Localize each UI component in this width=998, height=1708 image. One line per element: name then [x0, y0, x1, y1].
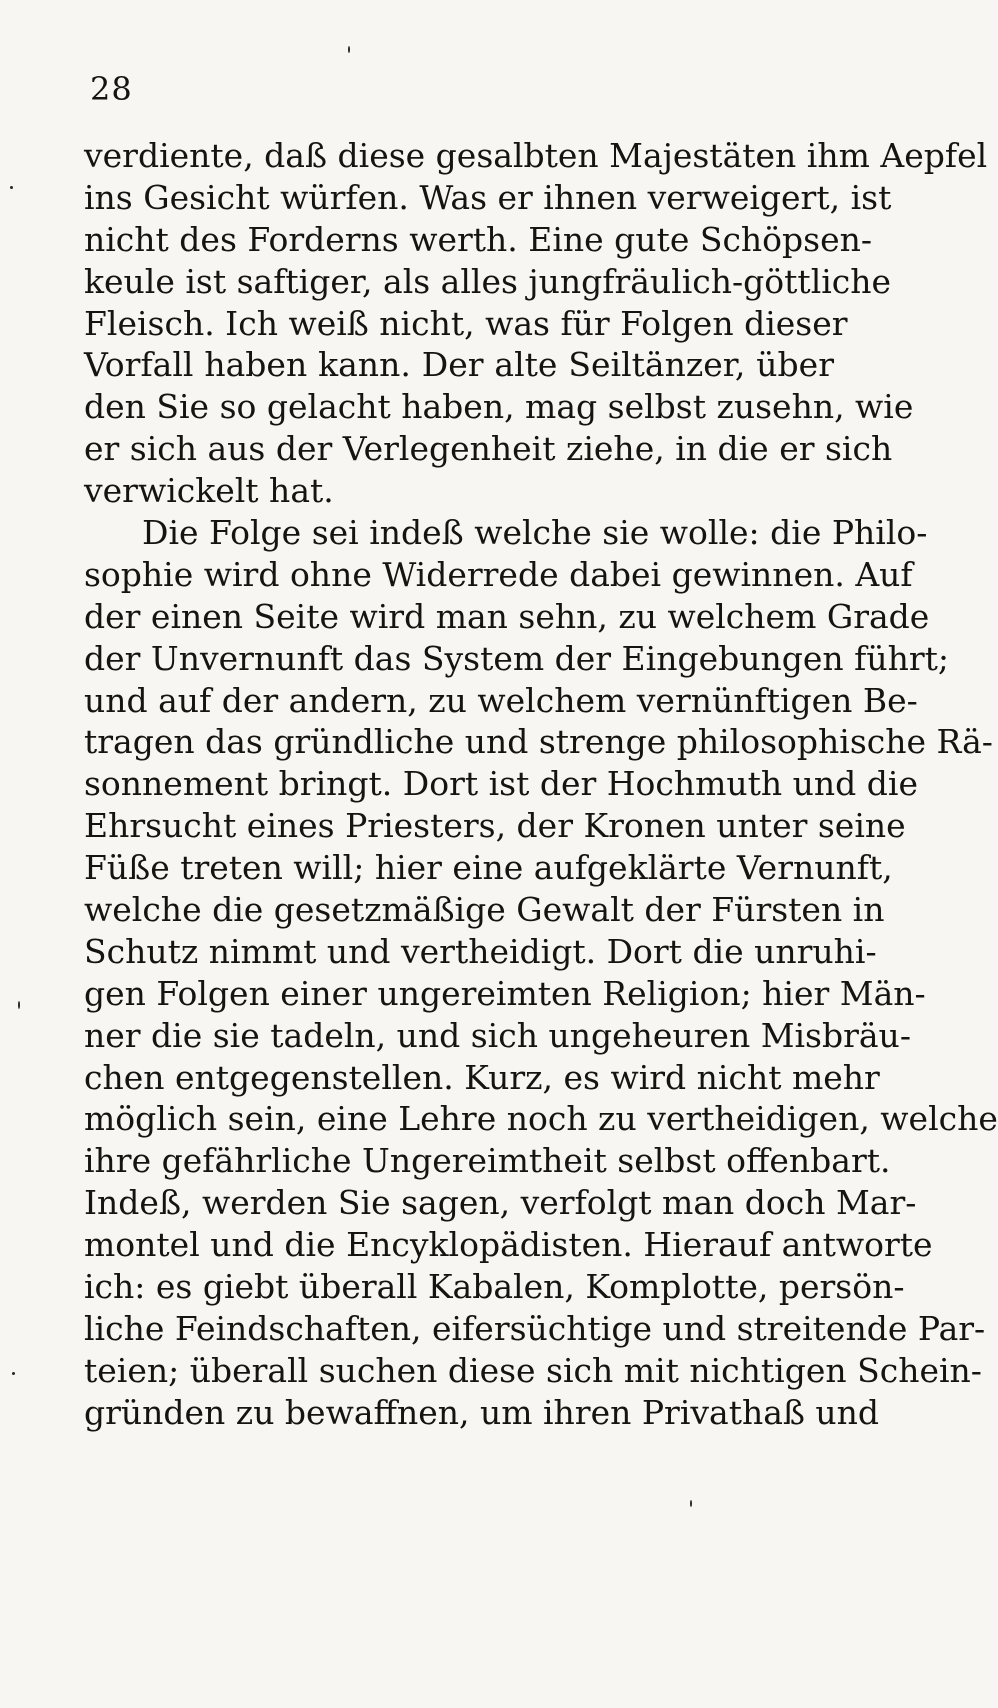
paper-speck	[348, 46, 350, 53]
text-line: und auf der andern, zu welchem vernünftigen Be-	[84, 680, 918, 720]
text-line: der Unvernunft das System der Eingebungen führt;	[84, 638, 950, 678]
text-line: chen entgegenstellen. Kurz, es wird nicht mehr	[84, 1057, 880, 1097]
text-line: keule ist saftiger, als alles jungfräulich-göttliche	[84, 261, 892, 301]
text-line: Indeß, werden Sie sagen, verfolgt man doch Mar-	[84, 1183, 917, 1223]
paper-speck	[12, 1372, 15, 1375]
text-line: gründen zu bewaffnen, um ihren Privathaß und	[84, 1392, 880, 1432]
text-line: liche Feindschaften, eifersüchtige und streitende Par-	[84, 1308, 986, 1348]
text-line: Vorfall haben kann. Der alte Seiltänzer, über	[84, 345, 834, 385]
text-line: möglich sein, eine Lehre noch zu vertheidigen, welche	[84, 1099, 998, 1139]
text-line: teien; überall suchen diese sich mit nichtigen Schein-	[84, 1350, 982, 1390]
page-number: 28	[90, 70, 133, 108]
text-line: der einen Seite wird man sehn, zu welchem Grade	[84, 596, 930, 636]
text-line: ins Gesicht würfen. Was er ihnen verweigert, ist	[84, 177, 892, 217]
paper-speck	[690, 1500, 692, 1507]
text-line: er sich aus der Verlegenheit ziehe, in die er sich	[84, 429, 893, 469]
text-line: den Sie so gelacht haben, mag selbst zusehn, wie	[84, 387, 914, 427]
text-line: tragen das gründliche und strenge philosophische Rä-	[84, 722, 993, 762]
text-line: nicht des Forderns werth. Eine gute Schöpsen-	[84, 219, 873, 259]
paper-speck	[18, 1001, 20, 1009]
text-line: verdiente, daß diese gesalbten Majestäten ihm Aepfel	[84, 136, 988, 175]
text-line: Füße treten will; hier eine aufgeklärte Vernunft,	[84, 848, 893, 888]
text-line: Schutz nimmt und vertheidigt. Dort die unruhi-	[84, 931, 877, 971]
text-line: Fleisch. Ich weiß nicht, was für Folgen dieser	[84, 303, 848, 343]
text-line: montel und die Encyklopädisten. Hierauf antworte	[84, 1225, 933, 1265]
text-line: verwickelt hat.	[84, 471, 334, 511]
text-line: ihre gefährliche Ungereimtheit selbst offenbart.	[84, 1141, 891, 1181]
text-line: Ehrsucht eines Priesters, der Kronen unter seine	[84, 806, 906, 846]
text-line: ich: es giebt überall Kabalen, Komplotte, persön-	[84, 1267, 905, 1307]
body-text	[84, 135, 998, 1434]
text-line: gen Folgen einer ungereimten Religion; hier Män-	[84, 973, 926, 1013]
text-line: ner die sie tadeln, und sich ungeheuren Misbräu-	[84, 1015, 911, 1055]
text-line: sonnement bringt. Dort ist der Hochmuth und die	[84, 764, 919, 804]
text-line: Die Folge sei indeß welche sie wolle: die Philo-	[142, 513, 928, 553]
text-line: sophie wird ohne Widerrede dabei gewinnen. Auf	[84, 554, 913, 594]
text-line: welche die gesetzmäßige Gewalt der Fürsten in	[84, 890, 885, 930]
paper-speck	[10, 186, 13, 189]
